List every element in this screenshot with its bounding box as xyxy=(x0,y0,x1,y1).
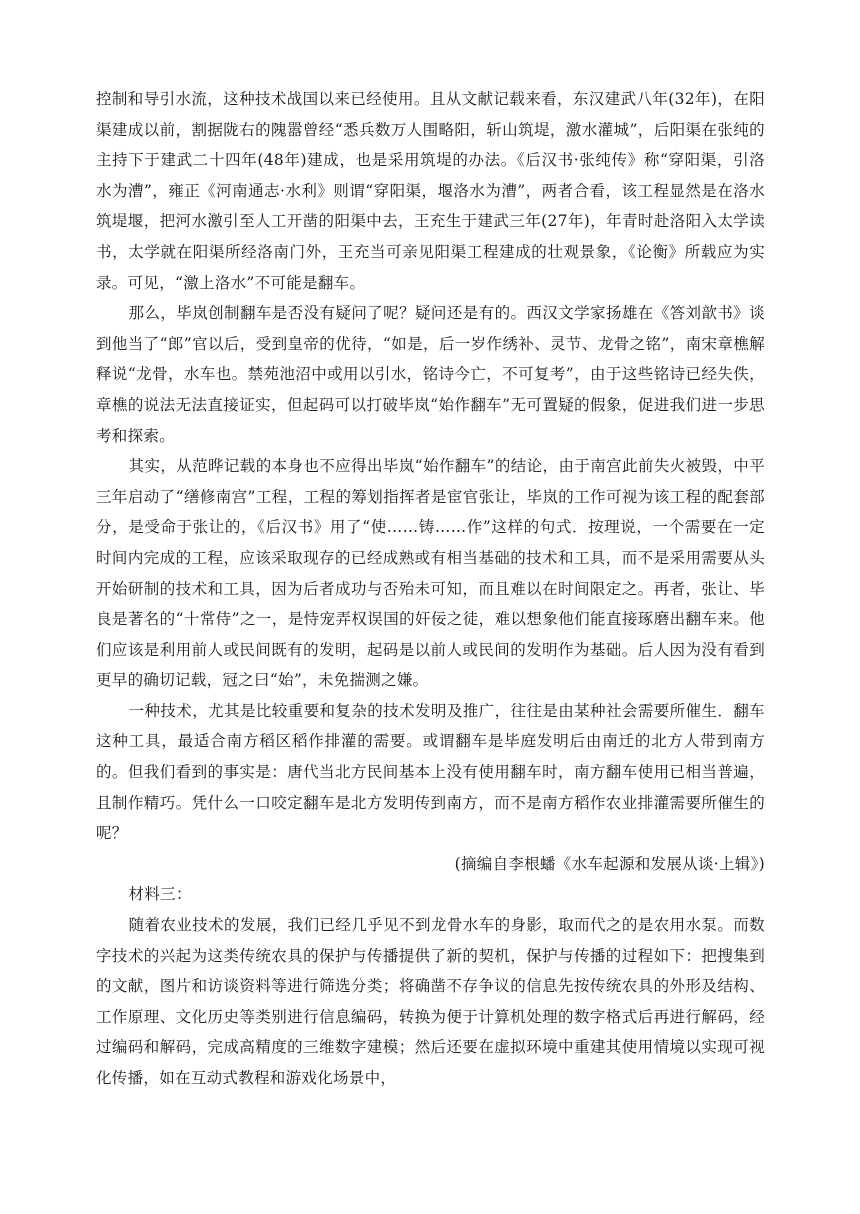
source-citation: (摘编自李根蟠《水车起源和发展从谈·上辑》) xyxy=(454,854,765,873)
paragraph-2: 那么，毕岚创制翻车是否没有疑问了呢？疑问还是有的。西汉文学家扬雄在《答刘歆书》谈到他当了“郎”官以后，受到皇帝的优待，“如是，后一岁作绣补、灵节、龙骨之铭”，南宋章樵解释说“龙骨，水车也。禁苑池沼中或用以引水，铭诗今亡，不可复考”，由于这些铭诗已经失佚，章樵的说法无法直接证实，但起码可以打破毕岚“始作翻车”无可置疑的假象，促进我们进一步思考和探索。 xyxy=(96,304,765,445)
document-page xyxy=(96,84,765,1094)
material-label: 材料三： xyxy=(128,885,192,904)
paragraph-3: 其实，从范晔记载的本身也不应得出毕岚“始作翻车”的结论，由于南宫此前失火被毁，中平三年启动了“缮修南宫”工程，工程的筹划指挥者是宦官张让，毕岚的工作可视为该工程的配套部分，是受命于张让的，《后汉书》用了“使……铸……作”这样的句式．按理说，一个需要在一定时间内完成的工程，应该采取现存的已经成熟或有相当基础的技术和工具，而不是采用需要从头开始研制的技术和工具，因为后者成功与否殆未可知，而且难以在时间限定之。再者，张让、毕良是著名的“十常侍”之一，是恃宠弄权误国的奸佞之徒，难以想象他们能直接琢磨出翻车来。他们应该是利用前人或民间既有的发明，起码是以前人或民间的发明作为基础。后人因为没有看到更早的确切记载，冠之曰“始”，未免揣测之嫌。 xyxy=(96,457,765,690)
paragraph-4: 一种技术，尤其是比较重要和复杂的技术发明及推广，往往是由某种社会需要所催生．翻车这种工具，最适合南方稻区稻作排灌的需要。或谓翻车是毕庭发明后由南迁的北方人带到南方的。但我们看到的事实是：唐代当北方民间基本上没有使用翻车时，南方翻车使用已相当普遍，且制作精巧。凭什么一口咬定翻车是北方发明传到南方，而不是南方稻作农业排灌需要所催生的呢？ xyxy=(96,701,765,843)
paragraph-1: 控制和导引水流，这种技术战国以来已经使用。且从文献记载来看，东汉建武八年(32年)，在阳渠建成以前，割据陇右的隗嚣曾经“悉兵数万人围略阳，斩山筑堤，激水灌城”，后阳渠在张纯的主持下于建武二十四年(48年)建成，也是采用筑堤的办法。《后汉书·张纯传》称“穿阳渠，引洛水为漕”，雍正《河南通志·水利》则谓“穿阳渠，堰洛水为漕”，两者合看，该工程显然是在洛水筑堤堰，把河水激引至人工开凿的阳渠中去，王充生于建武三年(27年)，年青时赴洛阳入太学读书，太学就在阳渠所经洛南门外，王充当可亲见阳渠工程建成的壮观景象，《论衡》所载应为实录。可见，“激上洛水”不可能是翻车。 xyxy=(96,90,765,292)
material-paragraph: 随着农业技术的发展，我们已经几乎见不到龙骨水车的身影，取而代之的是农用水泵。而数字技术的兴起为这类传统农具的保护与传播提供了新的契机，保护与传播的过程如下：把搜集到的文献，图片和访谈资料等进行筛选分类；将确凿不存争议的信息先按传统农具的外形及结构、工作原理、文化历史等类别进行信息编码，转换为便于计算机处理的数字格式后再进行解码，经过编码和解码，完成高精度的三维数字建模；然后还要在虚拟环境中重建其使用情境以实现可视化传播，如在互动式教程和游戏化场景中， xyxy=(96,916,765,1087)
